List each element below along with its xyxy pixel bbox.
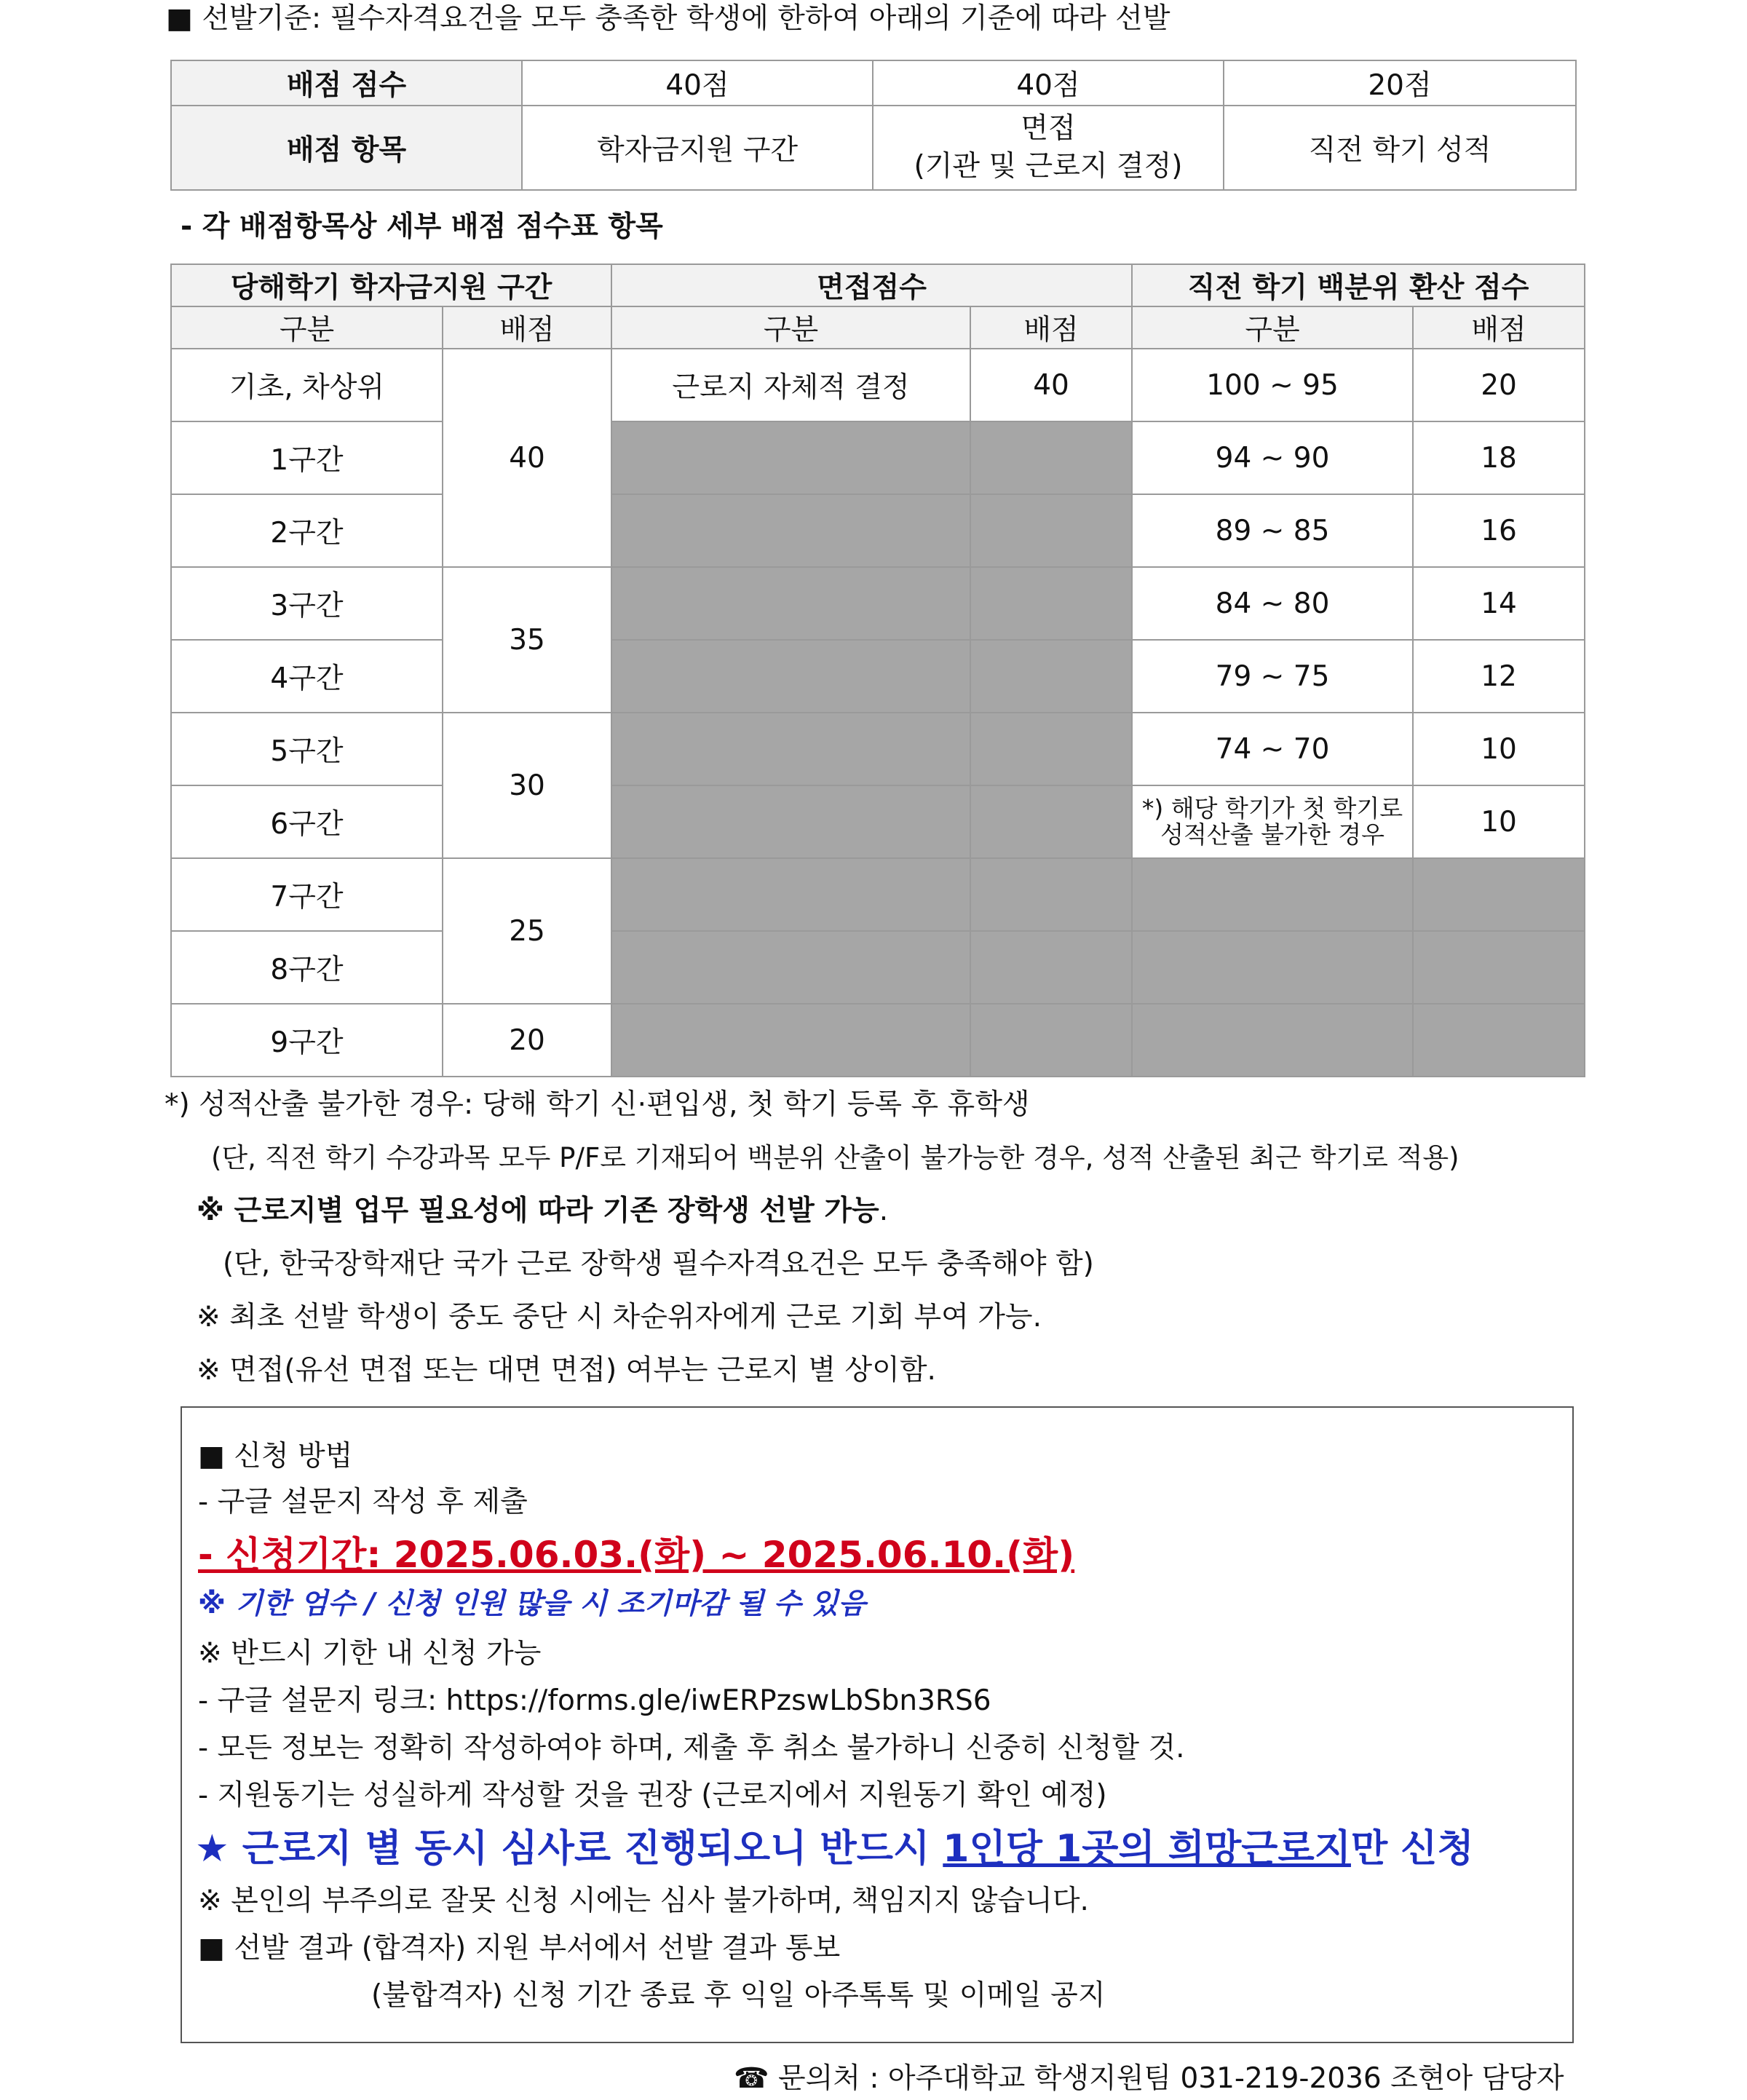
criteria-item-a: 학자금지원 구간 (522, 106, 873, 190)
star-text-b: 1인당 1곳의 희망근로지 (943, 1827, 1351, 1871)
empty-cell (1413, 858, 1585, 931)
apply-line-1: - 구글 설문지 작성 후 제출 (198, 1486, 528, 1518)
criteria-score-b: 40점 (873, 60, 1224, 106)
pct-score: 20 (1413, 349, 1585, 421)
aid-tier: 5구간 (171, 713, 443, 785)
criteria-item-b-line2: (기관 및 근로지 결정) (914, 150, 1183, 183)
aid-score: 35 (443, 567, 611, 713)
criteria-item-b-line1: 면접 (1021, 112, 1076, 145)
criteria-item-label: 배점 항목 (171, 106, 522, 190)
criteria-score-a: 40점 (522, 60, 873, 106)
empty-cell (970, 931, 1132, 1004)
apply-line-2: ※ 반드시 기한 내 신청 가능 (198, 1637, 542, 1670)
pct-range: 89 ~ 85 (1132, 494, 1413, 567)
interview-label: 근로지 자체적 결정 (611, 349, 970, 421)
pct-range: 100 ~ 95 (1132, 349, 1413, 421)
apply-form-link[interactable]: - 구글 설문지 링크: https://forms.gle/iwERPzswLbSbn3RS6 (198, 1684, 991, 1717)
aid-tier: 3구간 (171, 567, 443, 640)
interview-score: 40 (970, 349, 1132, 421)
pct-note-line1: *) 해당 학기가 첫 학기로 (1141, 794, 1403, 823)
group-header-aid: 당해학기 학자금지원 구간 (171, 264, 611, 306)
aid-score: 25 (443, 858, 611, 1004)
apply-line-8: (불합격자) 신청 기간 종료 후 익일 아주톡톡 및 이메일 공지 (371, 1979, 1106, 2012)
star-text-c: 만 신청 (1350, 1827, 1474, 1871)
empty-cell (1413, 931, 1585, 1004)
criteria-item-c: 직전 학기 성적 (1224, 106, 1576, 190)
note-1: *) 성적산출 불가한 경우: 당해 학기 신·편입생, 첫 학기 등록 후 휴학생 (165, 1088, 1030, 1121)
empty-cell (611, 931, 970, 1004)
sub-header: 배점 (443, 306, 611, 349)
aid-score: 20 (443, 1004, 611, 1077)
note-6: ※ 면접(유선 면접 또는 대면 면접) 여부는 근로지 별 상이함. (197, 1354, 936, 1387)
pct-note (1132, 785, 1413, 858)
empty-cell (1132, 858, 1413, 931)
empty-cell (1132, 1004, 1413, 1077)
pct-range: 84 ~ 80 (1132, 567, 1413, 640)
apply-line-7: ■ 선발 결과 (합격자) 지원 부서에서 선발 결과 통보 (198, 1932, 841, 1965)
empty-cell (970, 1004, 1132, 1077)
empty-cell (611, 421, 970, 494)
note-4: (단, 한국장학재단 국가 근로 장학생 필수자격요건은 모두 충족해야 함) (223, 1248, 1094, 1280)
note-3-period: . (879, 1194, 889, 1227)
criteria-table (170, 60, 1577, 191)
star-text-a: ★ 근로지 별 동시 심사로 진행되오니 반드시 (195, 1827, 943, 1871)
pct-range: 79 ~ 75 (1132, 640, 1413, 713)
aid-tier: 4구간 (171, 640, 443, 713)
sub-header: 배점 (970, 306, 1132, 349)
empty-cell (611, 785, 970, 858)
apply-line-6: ※ 본인의 부주의로 잘못 신청 시에는 심사 불가하며, 책임지지 않습니다. (198, 1885, 1089, 1917)
sub-header: 배점 (1413, 306, 1585, 349)
pct-note-line2: 성적산출 불가한 경우 (1160, 820, 1384, 849)
apply-warning: ※ 기한 엄수 / 신청 인원 많을 시 조기마감 될 수 있음 (198, 1588, 866, 1620)
empty-cell (1132, 931, 1413, 1004)
aid-tier: 2구간 (171, 494, 443, 567)
aid-score: 30 (443, 713, 611, 858)
pct-range: 74 ~ 70 (1132, 713, 1413, 785)
sub-header: 구분 (171, 306, 443, 349)
aid-tier: 1구간 (171, 421, 443, 494)
aid-tier: 9구간 (171, 1004, 443, 1077)
pct-score: 12 (1413, 640, 1585, 713)
empty-cell (970, 421, 1132, 494)
pct-score: 10 (1413, 785, 1585, 858)
apply-line-5: - 지원동기는 성실하게 작성할 것을 권장 (근로지에서 지원동기 확인 예정) (198, 1779, 1107, 1812)
aid-score: 40 (443, 349, 611, 567)
pct-score: 18 (1413, 421, 1585, 494)
aid-tier: 기초, 차상위 (171, 349, 443, 421)
sub-header: 구분 (1132, 306, 1413, 349)
empty-cell (611, 567, 970, 640)
contact-info: ☎ 문의처 : 아주대학교 학생지원팀 031-219-2036 조현아 담당자 (734, 2062, 1564, 2095)
group-header-grade: 직전 학기 백분위 환산 점수 (1132, 264, 1585, 306)
empty-cell (970, 713, 1132, 785)
apply-star-line (195, 1826, 1474, 1872)
empty-cell (611, 494, 970, 567)
detail-table (170, 264, 1585, 1077)
aid-tier: 6구간 (171, 785, 443, 858)
note-3-text: ※ 근로지별 업무 필요성에 따라 기존 장학생 선발 가능 (197, 1194, 879, 1227)
empty-cell (611, 640, 970, 713)
sub-header: 구분 (611, 306, 970, 349)
detail-heading: - 각 배점항목상 세부 배점 점수표 항목 (181, 210, 663, 243)
apply-period: - 신청기간: 2025.06.03.(화) ~ 2025.06.10.(화) (198, 1534, 1075, 1576)
aid-tier: 8구간 (171, 931, 443, 1004)
criteria-score-c: 20점 (1224, 60, 1576, 106)
note-2: (단, 직전 학기 수강과목 모두 P/F로 기재되어 백분위 산출이 불가능한 경우, 성적 산출된 최근 학기로 적용) (211, 1142, 1459, 1173)
criteria-score-label: 배점 점수 (171, 60, 522, 106)
apply-line-4: - 모든 정보는 정확히 작성하여야 하며, 제출 후 취소 불가하니 신중히 신청할 것. (198, 1732, 1185, 1764)
empty-cell (970, 567, 1132, 640)
empty-cell (611, 1004, 970, 1077)
empty-cell (970, 494, 1132, 567)
pct-score: 14 (1413, 567, 1585, 640)
empty-cell (1413, 1004, 1585, 1077)
pct-score: 16 (1413, 494, 1585, 567)
empty-cell (970, 785, 1132, 858)
pct-range: 94 ~ 90 (1132, 421, 1413, 494)
criteria-item-b (873, 106, 1224, 190)
note-3 (197, 1194, 888, 1229)
criteria-heading: ■ 선발기준: 필수자격요건을 모두 충족한 학생에 한하여 아래의 기준에 따라 선발 (166, 2, 1170, 35)
empty-cell (611, 713, 970, 785)
note-5: ※ 최초 선발 학생이 중도 중단 시 차순위자에게 근로 기회 부여 가능. (197, 1301, 1042, 1334)
empty-cell (970, 858, 1132, 931)
group-header-interview: 면접점수 (611, 264, 1132, 306)
apply-title: ■ 신청 방법 (198, 1440, 353, 1473)
pct-score: 10 (1413, 713, 1585, 785)
aid-tier: 7구간 (171, 858, 443, 931)
empty-cell (970, 640, 1132, 713)
empty-cell (611, 858, 970, 931)
